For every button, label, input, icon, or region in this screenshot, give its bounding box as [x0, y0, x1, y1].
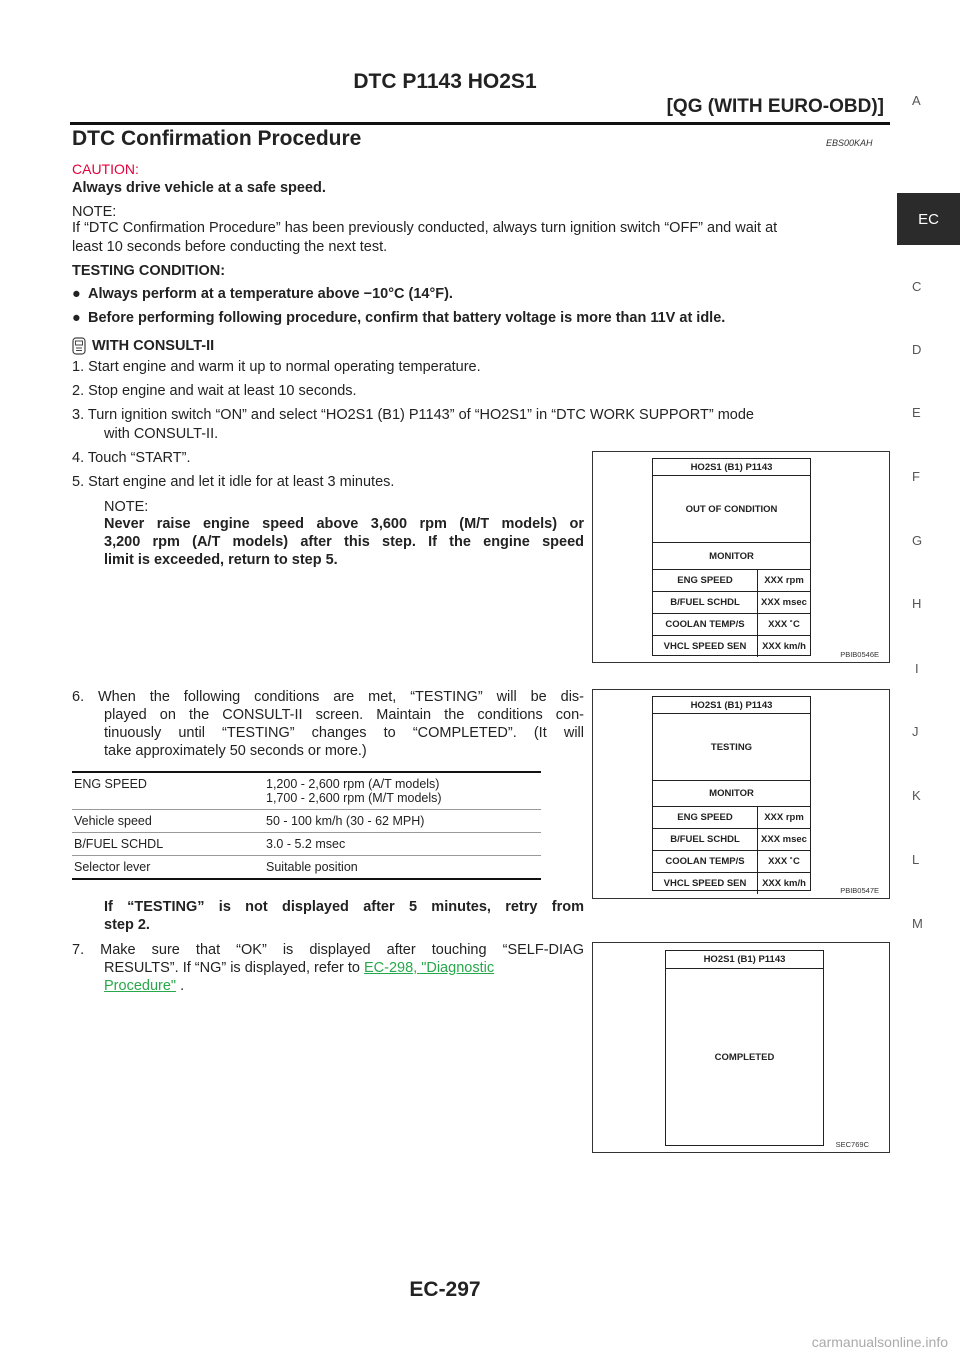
monitor-row — [653, 829, 810, 851]
conditions-table — [72, 771, 541, 880]
step-number: 2. — [72, 383, 85, 399]
step-number: 5. — [72, 474, 85, 490]
side-tab-m[interactable]: M — [912, 916, 923, 931]
side-tab-e[interactable]: E — [912, 405, 921, 420]
consult-tool-icon — [72, 337, 86, 355]
step-1 — [72, 357, 481, 378]
monitor-row — [653, 873, 810, 894]
monitor-row — [653, 851, 810, 873]
screen-title: HO2S1 (B1) P1143 — [653, 459, 810, 476]
side-tab-g[interactable]: G — [912, 533, 923, 548]
caution-text: Always drive vehicle at a safe speed. — [72, 180, 326, 196]
side-tab-l[interactable]: L — [912, 852, 920, 867]
bullet-text: Always perform at a temperature above −10°C (14°F). — [88, 286, 453, 302]
screen-status: TESTING — [653, 714, 810, 781]
bullet-item — [72, 310, 725, 326]
step-number: 7. — [72, 942, 85, 958]
table-cell-value: 50 - 100 km/h (30 - 62 MPH) — [266, 810, 541, 833]
caution-label: CAUTION: — [72, 161, 139, 177]
monitor-value: XXX km/h — [762, 878, 806, 889]
note-line: If “DTC Confirmation Procedure” has been previously conducted, always turn ignition switch “OFF” and wait at — [72, 220, 778, 236]
figure-consult-completed — [592, 942, 890, 1153]
table-row — [72, 856, 541, 880]
step-4 — [72, 448, 190, 469]
monitor-label: B/FUEL SCHDL — [653, 592, 758, 613]
table-cell-item: Vehicle speed — [72, 810, 266, 833]
monitor-label: COOLAN TEMP/S — [653, 614, 758, 635]
figure-code: SEC769C — [835, 1140, 869, 1149]
retry-line: step 2. — [104, 917, 150, 933]
consult-screen — [652, 696, 811, 891]
step-text: Start engine and let it idle for at least 3 minutes. — [88, 474, 395, 490]
screen-title: HO2S1 (B1) P1143 — [653, 697, 810, 714]
figure-code: PBIB0547E — [840, 886, 879, 895]
side-tab-ec[interactable]: EC — [897, 193, 960, 245]
value-line: 1,200 - 2,600 rpm (A/T models) — [266, 777, 440, 791]
monitor-label: ENG SPEED — [653, 570, 758, 591]
bullet-item — [72, 286, 453, 302]
side-tab-a[interactable]: A — [912, 93, 921, 108]
page-header-subtitle: [QG (WITH EURO-OBD)] — [666, 96, 884, 117]
step-text: Turn ignition switch “ON” and select “HO2S1 (B1) P1143” of “HO2S1” in “DTC WORK SUPPORT” mode — [87, 407, 754, 423]
page-number: EC-297 — [409, 1278, 481, 1301]
step-6-cont: take approximately 50 seconds or more.) — [104, 743, 367, 759]
step-text: RESULTS”. If “NG” is displayed, refer to — [104, 960, 360, 976]
screen-monitor-label: MONITOR — [653, 543, 810, 570]
monitor-label: COOLAN TEMP/S — [653, 851, 758, 872]
monitor-row — [653, 636, 810, 657]
testing-condition-label: TESTING CONDITION: — [72, 263, 226, 279]
figure-consult-testing — [592, 689, 890, 899]
side-tab-d[interactable]: D — [912, 342, 922, 357]
step-number: 1. — [72, 359, 85, 375]
bullet-text: Before performing following procedure, confirm that battery voltage is more than 11V at idle. — [88, 310, 726, 326]
monitor-row — [653, 807, 810, 829]
step-text: Touch “START”. — [87, 450, 191, 466]
side-tab-c[interactable]: C — [912, 279, 922, 294]
diagnostic-procedure-link[interactable]: EC-298, "Diagnostic — [364, 960, 495, 976]
step-2 — [72, 381, 357, 402]
step-number: 3. — [72, 407, 85, 423]
watermark: carmanualsonline.info — [811, 1334, 948, 1350]
monitor-label: VHCL SPEED SEN — [653, 636, 758, 657]
note-label: NOTE: — [72, 204, 117, 220]
note2-line: Never raise engine speed above 3,600 rpm (M/T models) or — [104, 516, 584, 532]
monitor-value: XXX ˚C — [768, 619, 800, 630]
step-5 — [72, 472, 394, 493]
screen-monitor-label: MONITOR — [653, 781, 810, 807]
monitor-value: XXX msec — [761, 597, 807, 608]
note2-line: limit is exceeded, return to step 5. — [104, 552, 338, 568]
table-row — [72, 810, 541, 833]
monitor-label: VHCL SPEED SEN — [653, 873, 758, 894]
figure-code: PBIB0546E — [840, 650, 879, 659]
section-title: DTC Confirmation Procedure — [72, 127, 362, 150]
table-row — [72, 772, 541, 810]
monitor-label: ENG SPEED — [653, 807, 758, 828]
side-tab-j[interactable]: J — [912, 724, 919, 739]
table-cell-item: B/FUEL SCHDL — [72, 833, 266, 856]
value-line: 1,700 - 2,600 rpm (M/T models) — [266, 791, 442, 805]
section-code: EBS00KAH — [826, 138, 873, 148]
step-text: Start engine and warm it up to normal operating temperature. — [88, 359, 481, 375]
note2-label: NOTE: — [104, 499, 149, 515]
consult-screen — [652, 458, 811, 656]
step-7-cont — [104, 976, 184, 997]
screen-status: OUT OF CONDITION — [653, 476, 810, 543]
side-tab-k[interactable]: K — [912, 788, 921, 803]
step-6-cont: tinuously until “TESTING” changes to “COMPLETED”. (It will — [104, 725, 584, 741]
monitor-value: XXX ˚C — [768, 856, 800, 867]
monitor-label: B/FUEL SCHDL — [653, 829, 758, 850]
bullet-dot-icon: ● — [72, 286, 81, 302]
table-row — [72, 833, 541, 856]
monitor-value: XXX rpm — [764, 575, 804, 586]
monitor-value: XXX msec — [761, 834, 807, 845]
step-text: Stop engine and wait at least 10 seconds. — [88, 383, 357, 399]
retry-line: If “TESTING” is not displayed after 5 minutes, retry from — [104, 899, 584, 915]
figure-consult-out-of-condition — [592, 451, 890, 663]
table-cell-value: 3.0 - 5.2 msec — [266, 833, 541, 856]
monitor-value: XXX km/h — [762, 641, 806, 652]
step-text: When the following conditions are met, “TESTING” will be dis- — [97, 689, 584, 705]
step-3-cont: with CONSULT-II. — [104, 426, 219, 442]
header-divider — [70, 122, 890, 125]
table-cell-value — [266, 772, 541, 810]
side-tab-h[interactable]: H — [912, 596, 922, 611]
screen-title: HO2S1 (B1) P1143 — [666, 951, 823, 969]
monitor-value: XXX rpm — [764, 812, 804, 823]
monitor-row — [653, 570, 810, 592]
page-header-title: DTC P1143 HO2S1 — [353, 70, 537, 93]
step-3 — [72, 405, 754, 426]
screen-status: COMPLETED — [714, 1051, 775, 1063]
step-number: 4. — [72, 450, 85, 466]
table-cell-item: ENG SPEED — [72, 772, 266, 810]
step-text: Make sure that “OK” is displayed after touching “SELF-DIAG — [100, 942, 584, 958]
step-number: 6. — [72, 689, 85, 705]
note-line: least 10 seconds before conducting the next test. — [72, 239, 388, 255]
side-tab-f[interactable]: F — [912, 469, 920, 484]
bullet-dot-icon: ● — [72, 310, 81, 326]
step-6-cont: played on the CONSULT-II screen. Maintain the conditions con- — [104, 707, 584, 723]
note2-line: 3,200 rpm (A/T models) after this step. If the engine speed — [104, 534, 584, 550]
monitor-row — [653, 592, 810, 614]
side-tab-i[interactable]: I — [915, 661, 919, 676]
table-cell-value: Suitable position — [266, 856, 541, 880]
table-cell-item: Selector lever — [72, 856, 266, 880]
consult-screen — [665, 950, 824, 1146]
step-text: . — [176, 978, 185, 994]
consult-heading: WITH CONSULT-II — [92, 338, 215, 354]
diagnostic-procedure-link[interactable]: Procedure" — [104, 978, 177, 994]
monitor-row — [653, 614, 810, 636]
